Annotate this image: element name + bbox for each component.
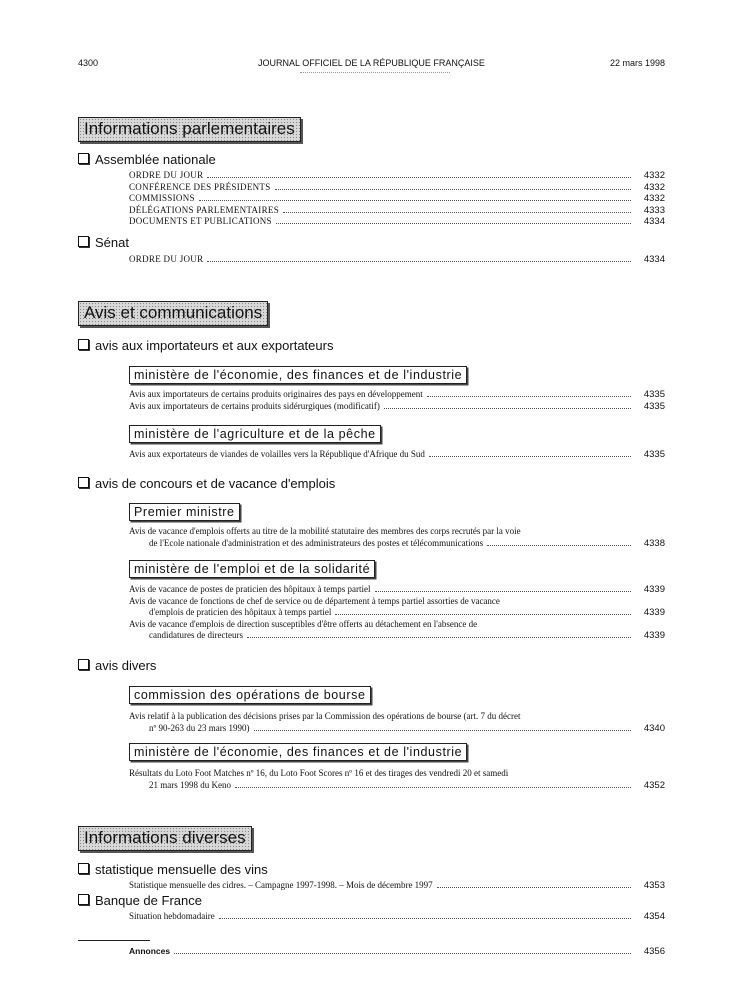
page-header <box>78 58 665 72</box>
toc-group-assemblee <box>129 170 665 228</box>
footer-rule <box>78 940 150 941</box>
toc-entry[interactable]: ORDRE DU JOUR 4334 <box>129 254 665 265</box>
section-title: Sénat <box>95 235 129 250</box>
toc-entry[interactable]: Avis aux exportateurs de viandes de volailles vers la République d'Afrique du Sud 4335 <box>129 449 665 460</box>
ministry-heading: Premier ministre <box>129 503 240 521</box>
toc-page: 4335 <box>643 449 665 460</box>
section-banque-de-france[interactable] <box>78 893 202 909</box>
toc-group <box>129 711 665 734</box>
toc-entry[interactable]: CONFÉRENCE DES PRÉSIDENTS 4332 <box>129 181 665 193</box>
section-title: avis aux importateurs et aux exportateurs <box>95 338 334 353</box>
toc-group-annonces <box>129 946 665 958</box>
toc-page: 4353 <box>643 880 665 891</box>
toc-entry[interactable]: Avis de vacance d'emplois de direction susceptibles d'être offerts au détachement en l'absence de <box>129 618 478 629</box>
toc-entry[interactable]: ORDRE DU JOUR 4332 <box>129 170 665 181</box>
ministry-heading: ministère de l'emploi et de la solidarité <box>129 560 375 578</box>
toc-entry[interactable]: Avis aux importateurs de certains produits originaires des pays en développement 4335 <box>129 389 665 400</box>
toc-entry[interactable]: Situation hebdomadaire 4354 <box>129 911 665 922</box>
section-title: avis divers <box>95 658 157 673</box>
section-senat[interactable] <box>78 235 129 251</box>
checkbox-icon <box>78 863 89 874</box>
toc-page: 4335 <box>643 400 665 412</box>
checkbox-icon <box>78 659 89 670</box>
toc-page: 4334 <box>643 254 665 265</box>
toc-group <box>129 526 665 549</box>
toc-page: 4339 <box>643 630 665 641</box>
section-title: Assemblée nationale <box>95 152 216 167</box>
toc-page: 4334 <box>643 216 665 227</box>
toc-group-senat <box>129 254 665 266</box>
toc-group <box>129 389 665 412</box>
toc-group <box>129 449 665 461</box>
toc-page: 4332 <box>643 181 665 193</box>
toc-entry-cont[interactable]: d'emplois de praticien des hôpitaux à temps partiel 4339 <box>149 607 665 618</box>
toc-page: 4332 <box>643 193 665 204</box>
toc-page: 4333 <box>643 204 665 216</box>
toc-entry-cont[interactable]: candidatures de directeurs 4339 <box>149 630 665 641</box>
toc-page: 4339 <box>643 584 665 595</box>
toc-entry[interactable]: Avis de vacance de fonctions de chef de service ou de département à temps partiel assorties de vacance <box>129 595 500 606</box>
ministry-heading: ministère de l'agriculture et de la pêche <box>129 425 381 443</box>
toc-group <box>129 911 665 923</box>
checkbox-icon <box>78 477 89 488</box>
banner-avis-et-communications: Avis et communications <box>78 301 268 326</box>
checkbox-icon <box>78 236 89 247</box>
toc-entry-cont[interactable]: 21 mars 1998 du Keno 4352 <box>149 779 665 791</box>
toc-entry[interactable]: Avis de vacance d'emplois offerts au titre de la mobilité statutaire des membres des corps recrutés par la voie <box>129 526 521 536</box>
section-title: avis de concours et de vacance d'emplois <box>95 476 336 491</box>
toc-entry[interactable]: Avis relatif à la publication des décisions prises par la Commission des opérations de bourse (art. 7 du décret <box>129 711 521 721</box>
toc-page: 4338 <box>643 537 665 549</box>
toc-entry[interactable]: Avis aux importateurs de certains produits sidérurgiques (modificatif) 4335 <box>129 400 665 412</box>
toc-entry-cont[interactable]: nº 90-263 du 23 mars 1990) 4340 <box>149 722 665 734</box>
banner-informations-diverses: Informations diverses <box>78 826 252 851</box>
page-number: 4300 <box>78 58 99 68</box>
checkbox-icon <box>78 339 89 350</box>
section-avis-concours[interactable] <box>78 476 335 492</box>
toc-entry[interactable]: Résultats du Loto Foot Matches nº 16, du Loto Foot Scores nº 16 et des tirages des vendredi 20 et samedi <box>129 768 509 778</box>
toc-entry-cont[interactable]: de l'Ecole nationale d'administration et des administrateurs des postes et télécommunications 4338 <box>149 537 665 549</box>
toc-page: 4339 <box>643 607 665 618</box>
section-avis-importateurs[interactable] <box>78 338 333 354</box>
section-title: Banque de France <box>95 893 202 908</box>
toc-group <box>129 768 665 791</box>
toc-entry[interactable]: Avis de vacance de postes de praticien des hôpitaux à temps partiel 4339 <box>129 584 665 595</box>
ministry-heading: commission des opérations de bourse <box>129 686 371 704</box>
toc-page: 4335 <box>643 389 665 400</box>
toc-entry[interactable]: DÉLÉGATIONS PARLEMENTAIRES 4333 <box>129 204 665 216</box>
checkbox-icon <box>78 894 89 905</box>
header-rule <box>300 72 450 73</box>
toc-entry-annonces[interactable]: Annonces 4356 <box>129 946 665 957</box>
banner-informations-parlementaires: Informations parlementaires <box>78 117 301 142</box>
ministry-heading: ministère de l'économie, des finances et de l'industrie <box>129 366 467 384</box>
toc-page: 4352 <box>643 779 665 791</box>
ministry-heading: ministère de l'économie, des finances et de l'industrie <box>129 743 467 761</box>
toc-entry[interactable]: DOCUMENTS ET PUBLICATIONS 4334 <box>129 216 665 227</box>
section-title: statistique mensuelle des vins <box>95 862 268 877</box>
section-assemblee-nationale[interactable] <box>78 152 216 168</box>
toc-entry[interactable]: Statistique mensuelle des cidres. – Campagne 1997-1998. – Mois de décembre 1997 4353 <box>129 880 665 891</box>
journal-title: JOURNAL OFFICIEL DE LA RÉPUBLIQUE FRANÇAISE <box>258 58 485 68</box>
toc-page: 4340 <box>643 722 665 734</box>
toc-page: 4354 <box>643 911 665 922</box>
toc-page: 4356 <box>643 946 665 957</box>
toc-entry[interactable]: COMMISSIONS 4332 <box>129 193 665 204</box>
checkbox-icon <box>78 153 89 164</box>
issue-date: 22 mars 1998 <box>609 58 665 68</box>
toc-group <box>129 880 665 892</box>
toc-group <box>129 584 665 642</box>
section-avis-divers[interactable] <box>78 658 156 674</box>
toc-page: 4332 <box>643 170 665 181</box>
section-statistique-vins[interactable] <box>78 862 268 878</box>
